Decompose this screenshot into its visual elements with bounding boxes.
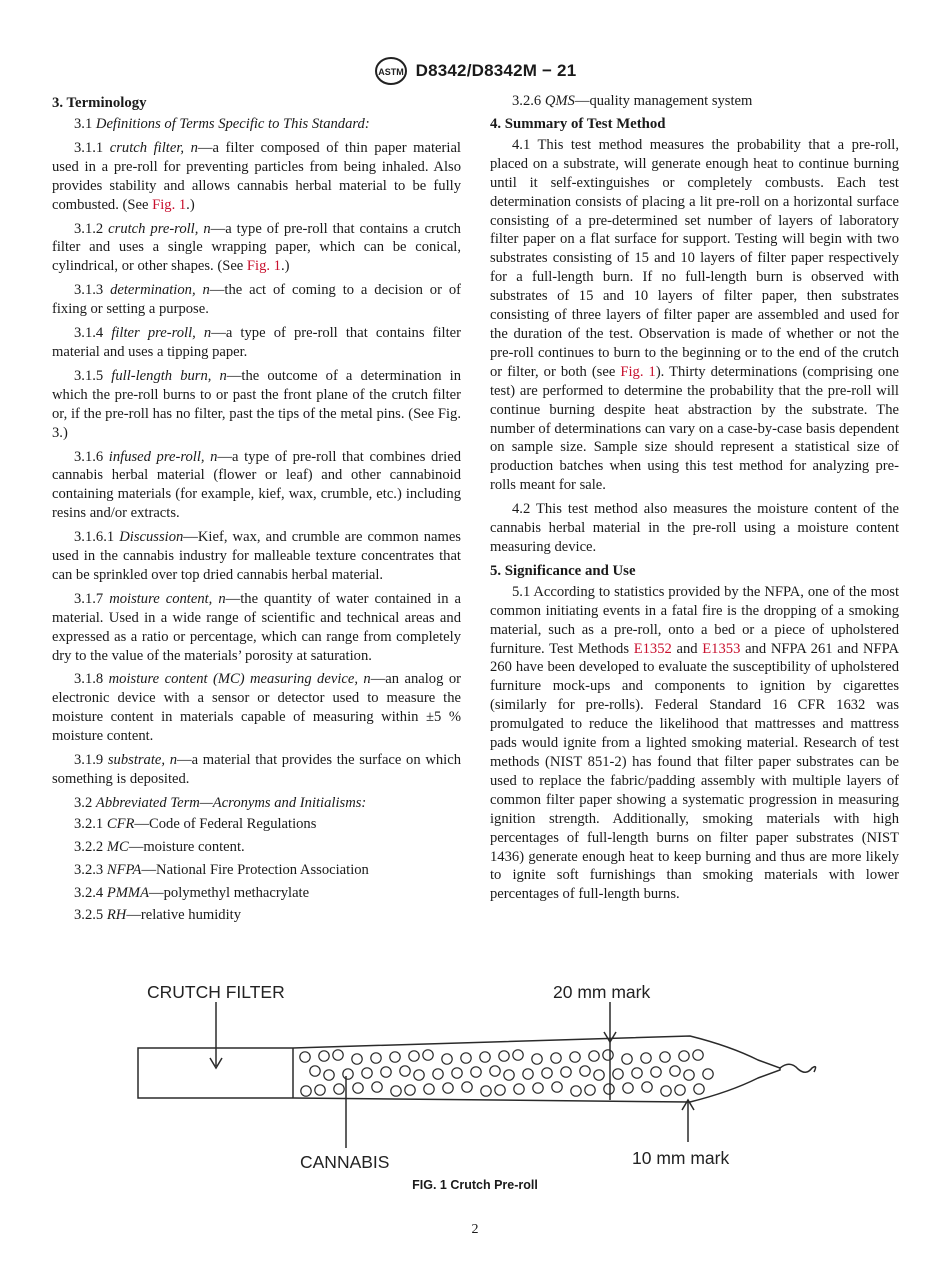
abbr-item: 3.2.2 MC—moisture content. bbox=[74, 838, 245, 855]
granule bbox=[443, 1083, 453, 1093]
granule bbox=[632, 1068, 642, 1078]
granule bbox=[409, 1051, 419, 1061]
granule bbox=[514, 1084, 524, 1094]
granule bbox=[452, 1068, 462, 1078]
para-5-1: 5.1 According to statistics provided by the NFPA, one of the most common initiating events in a fatal fire is the dropping of a smoking material, such as a pre-roll, onto a bed or a piece of upholstered furniture. Test Methods E1352 and E1353 and NFPA 261 and NFPA 260 have been developed to evaluate the susceptibility of upholstered furniture mock-ups and components to ignition by cigarettes (similarly for pre-rolls). Federal Standard 16 CFR 1632 was promulgated to reduce the likelihood that mattresses and mattress pads would ignite from a lighted smoking material. Research of test methods (NIST 851-2) has found that filter paper substrates can be used to replace the fabric/padding assembly with multiple layers of common filter paper showing a systematic progression in measuring ignition strength. Additionally, smoking materials with high percentages of full-length burns on filter paper substrates (NIST 1436) generate enough heat to keep burning and thus are more likely to ignite soft furnishings than smoking materials with lower percentages of full-length burns. bbox=[490, 583, 899, 903]
granule bbox=[462, 1082, 472, 1092]
granule bbox=[703, 1069, 713, 1079]
granule bbox=[471, 1067, 481, 1077]
granule bbox=[319, 1051, 329, 1061]
page-header bbox=[0, 56, 950, 86]
granule bbox=[570, 1052, 580, 1062]
granule bbox=[551, 1053, 561, 1063]
granule bbox=[405, 1085, 415, 1095]
granule bbox=[533, 1083, 543, 1093]
para-3-2: 3.2 Abbreviated Term—Acronyms and Initialisms: bbox=[74, 794, 367, 811]
granule bbox=[391, 1086, 401, 1096]
granule bbox=[333, 1050, 343, 1060]
section-3-heading: 3. Terminology bbox=[52, 95, 147, 111]
granule bbox=[660, 1052, 670, 1062]
para-4-1: 4.1 This test method measures the probability that a pre-roll, placed on a substrate, will generate enough heat to continue burning until it self-extinguishes or completely combusts. Each test determination consists of placing a lit pre-roll on a horizontal surface consisting of a pre-determined set number of layers of laboratory filter paper on a flat surface for support. Testing will begin with two substrates consisting of 15 and 10 layers of filter paper respectively for a full-length burn. If no full-length burn is observed with substrates of 15 and 10 layers of filter paper, then substrates consisting of three layers of filter paper are assembled and used for the duration of the test. Observation is made of whether or not the pre-roll continues to burn to the beginning or to the end of the crutch or filter, or both (see Fig. 1). Thirty determinations (comprising one test) are performed to determine the probability that the pre-roll will continue burning despite heat abstraction by the substrate. The number of determinations can vary on a case-by-case basis dependent on sample size. Sample size should represent a statistical size of production batches when using this test method for analyzing pre-rolls meant for sale. bbox=[490, 136, 900, 494]
granule bbox=[561, 1067, 571, 1077]
granule bbox=[390, 1052, 400, 1062]
cannabis-granules bbox=[300, 1050, 713, 1096]
para-3-1: 3.1 Definitions of Terms Specific to This Standard: bbox=[74, 116, 370, 132]
granule bbox=[499, 1051, 509, 1061]
abbr-item: 3.2.5 RH—relative humidity bbox=[74, 907, 242, 924]
granule bbox=[580, 1066, 590, 1076]
granule bbox=[670, 1066, 680, 1076]
granule bbox=[651, 1067, 661, 1077]
granule bbox=[490, 1066, 500, 1076]
granule bbox=[693, 1050, 703, 1060]
granule bbox=[694, 1084, 704, 1094]
granule bbox=[315, 1085, 325, 1095]
granule bbox=[300, 1052, 310, 1062]
page-number: 2 bbox=[471, 1222, 479, 1237]
abbr-item: 3.2.1 CFR—Code of Federal Regulations bbox=[74, 815, 317, 832]
granule bbox=[589, 1051, 599, 1061]
para-3-1-2: 3.1.2 crutch pre-roll, n—a type of pre-roll that contains a crutch filter and uses a single wrapping paper, which can be conical, cylindrical, or other shapes. (See Fig. 1.) bbox=[52, 220, 461, 275]
label-10mm-mark: 10 mm mark bbox=[632, 1148, 730, 1168]
granule bbox=[532, 1054, 542, 1064]
granule bbox=[324, 1070, 334, 1080]
granule bbox=[571, 1086, 581, 1096]
granule bbox=[495, 1085, 505, 1095]
granule bbox=[343, 1069, 353, 1079]
figure-caption: FIG. 1 Crutch Pre-roll bbox=[412, 1178, 538, 1192]
granule bbox=[352, 1054, 362, 1064]
para-3-1-6: 3.1.6 infused pre-roll, n—a type of pre-roll that combines dried cannabis herbal material (flower or leaf) and other cannabinoid containing materials (for example, kief, wax, crumble, etc.) including resins and/or extracts. bbox=[52, 448, 461, 522]
e1353-link[interactable]: E1353 bbox=[702, 640, 741, 657]
section-5-heading: 5. Significance and Use bbox=[490, 562, 636, 579]
para-3-1-7: 3.1.7 moisture content, n—the quantity of water contained in a material. Used in a wide range of scientific and technical areas and expressed as a ratio or percentage, which can range from completely dry to the value of the materials’ porosity at saturation. bbox=[52, 590, 461, 664]
left-column bbox=[52, 92, 461, 929]
granule bbox=[513, 1050, 523, 1060]
figure-crutch-pre-roll bbox=[130, 980, 830, 1180]
para-3-1-8: 3.1.8 moisture content (MC) measuring device, n—an analog or electronic device with a sensor or detector used to measure the moisture content in materials capable of measuring within ±5 % moisture content. bbox=[52, 671, 461, 745]
granule bbox=[481, 1086, 491, 1096]
granule bbox=[480, 1052, 490, 1062]
label-crutch-filter: CRUTCH FILTER bbox=[147, 982, 285, 1002]
para-3-1-3: 3.1.3 determination, n—the act of coming to a decision or of fixing or setting a purpose. bbox=[52, 282, 461, 318]
twisted-tip bbox=[780, 1064, 816, 1072]
granule bbox=[423, 1050, 433, 1060]
abbr-item: 3.2.4 PMMA—polymethyl methacrylate bbox=[74, 884, 310, 901]
granule bbox=[623, 1083, 633, 1093]
granule bbox=[424, 1084, 434, 1094]
granule bbox=[684, 1070, 694, 1080]
granule bbox=[504, 1070, 514, 1080]
granule bbox=[679, 1051, 689, 1061]
para-3-1-4: 3.1.4 filter pre-roll, n—a type of pre-roll that contains filter material and uses a tipping paper. bbox=[52, 325, 462, 360]
granule bbox=[442, 1054, 452, 1064]
abbr-item: 3.2.3 NFPA—National Fire Protection Association bbox=[74, 861, 369, 878]
granule bbox=[381, 1067, 391, 1077]
granule bbox=[334, 1084, 344, 1094]
e1352-link[interactable]: E1352 bbox=[633, 640, 672, 657]
abbr-item: 3.2.6 QMS—quality management system bbox=[512, 93, 753, 109]
svg-text:ASTM: ASTM bbox=[377, 67, 404, 77]
granule bbox=[641, 1053, 651, 1063]
granule bbox=[362, 1068, 372, 1078]
para-3-1-1: 3.1.1 crutch filter, n—a filter composed of thin paper material used in a pre-roll for preventing particles from being inhaled. Also provides stability and allows cannabis herbal material to be fully combusted. (See Fig. 1.) bbox=[52, 139, 461, 213]
granule bbox=[371, 1053, 381, 1063]
section-4-heading: 4. Summary of Test Method bbox=[490, 115, 666, 132]
granule bbox=[604, 1084, 614, 1094]
fig1-link[interactable]: Fig. 1 bbox=[246, 258, 281, 275]
granule bbox=[585, 1085, 595, 1095]
granule bbox=[372, 1082, 382, 1092]
granule bbox=[301, 1086, 311, 1096]
granule bbox=[552, 1082, 562, 1092]
granule bbox=[542, 1068, 552, 1078]
granule bbox=[613, 1069, 623, 1079]
granule bbox=[400, 1066, 410, 1076]
granule bbox=[461, 1053, 471, 1063]
granule bbox=[594, 1070, 604, 1080]
fig1-link[interactable]: Fig. 1 bbox=[152, 196, 187, 213]
astm-logo-icon bbox=[374, 56, 408, 86]
granule bbox=[353, 1083, 363, 1093]
granule bbox=[310, 1066, 320, 1076]
pre-roll-outline bbox=[138, 1036, 780, 1102]
para-3-1-9: 3.1.9 substrate, n—a material that provides the surface on which something is deposited. bbox=[52, 752, 461, 787]
granule bbox=[642, 1082, 652, 1092]
granule bbox=[603, 1050, 613, 1060]
right-column bbox=[490, 92, 899, 909]
granule bbox=[661, 1086, 671, 1096]
label-20mm-mark: 20 mm mark bbox=[553, 982, 651, 1002]
para-3-1-6-1: 3.1.6.1 Discussion—Kief, wax, and crumble are common names used in the cannabis industry for malleable texture concentrates that can be sprinkled over top dried cannabis herbal material. bbox=[52, 529, 461, 583]
label-cannabis: CANNABIS bbox=[300, 1152, 390, 1172]
fig1-link[interactable]: Fig. 1 bbox=[620, 363, 656, 380]
granule bbox=[414, 1070, 424, 1080]
granule bbox=[622, 1054, 632, 1064]
para-3-1-5: 3.1.5 full-length burn, n—the outcome of a determination in which the pre-roll burns to or past the front plane of the crutch filter or, if the pre-roll has no filter, past the tips of the metal pins. (See Fig. 3.) bbox=[52, 367, 462, 441]
granule bbox=[523, 1069, 533, 1079]
document-number: D8342/D8342M − 21 bbox=[415, 61, 577, 80]
granule bbox=[433, 1069, 443, 1079]
granule bbox=[675, 1085, 685, 1095]
para-4-2: 4.2 This test method also measures the moisture content of the cannabis herbal material in the pre-roll using a moisture content measuring device. bbox=[490, 501, 900, 555]
